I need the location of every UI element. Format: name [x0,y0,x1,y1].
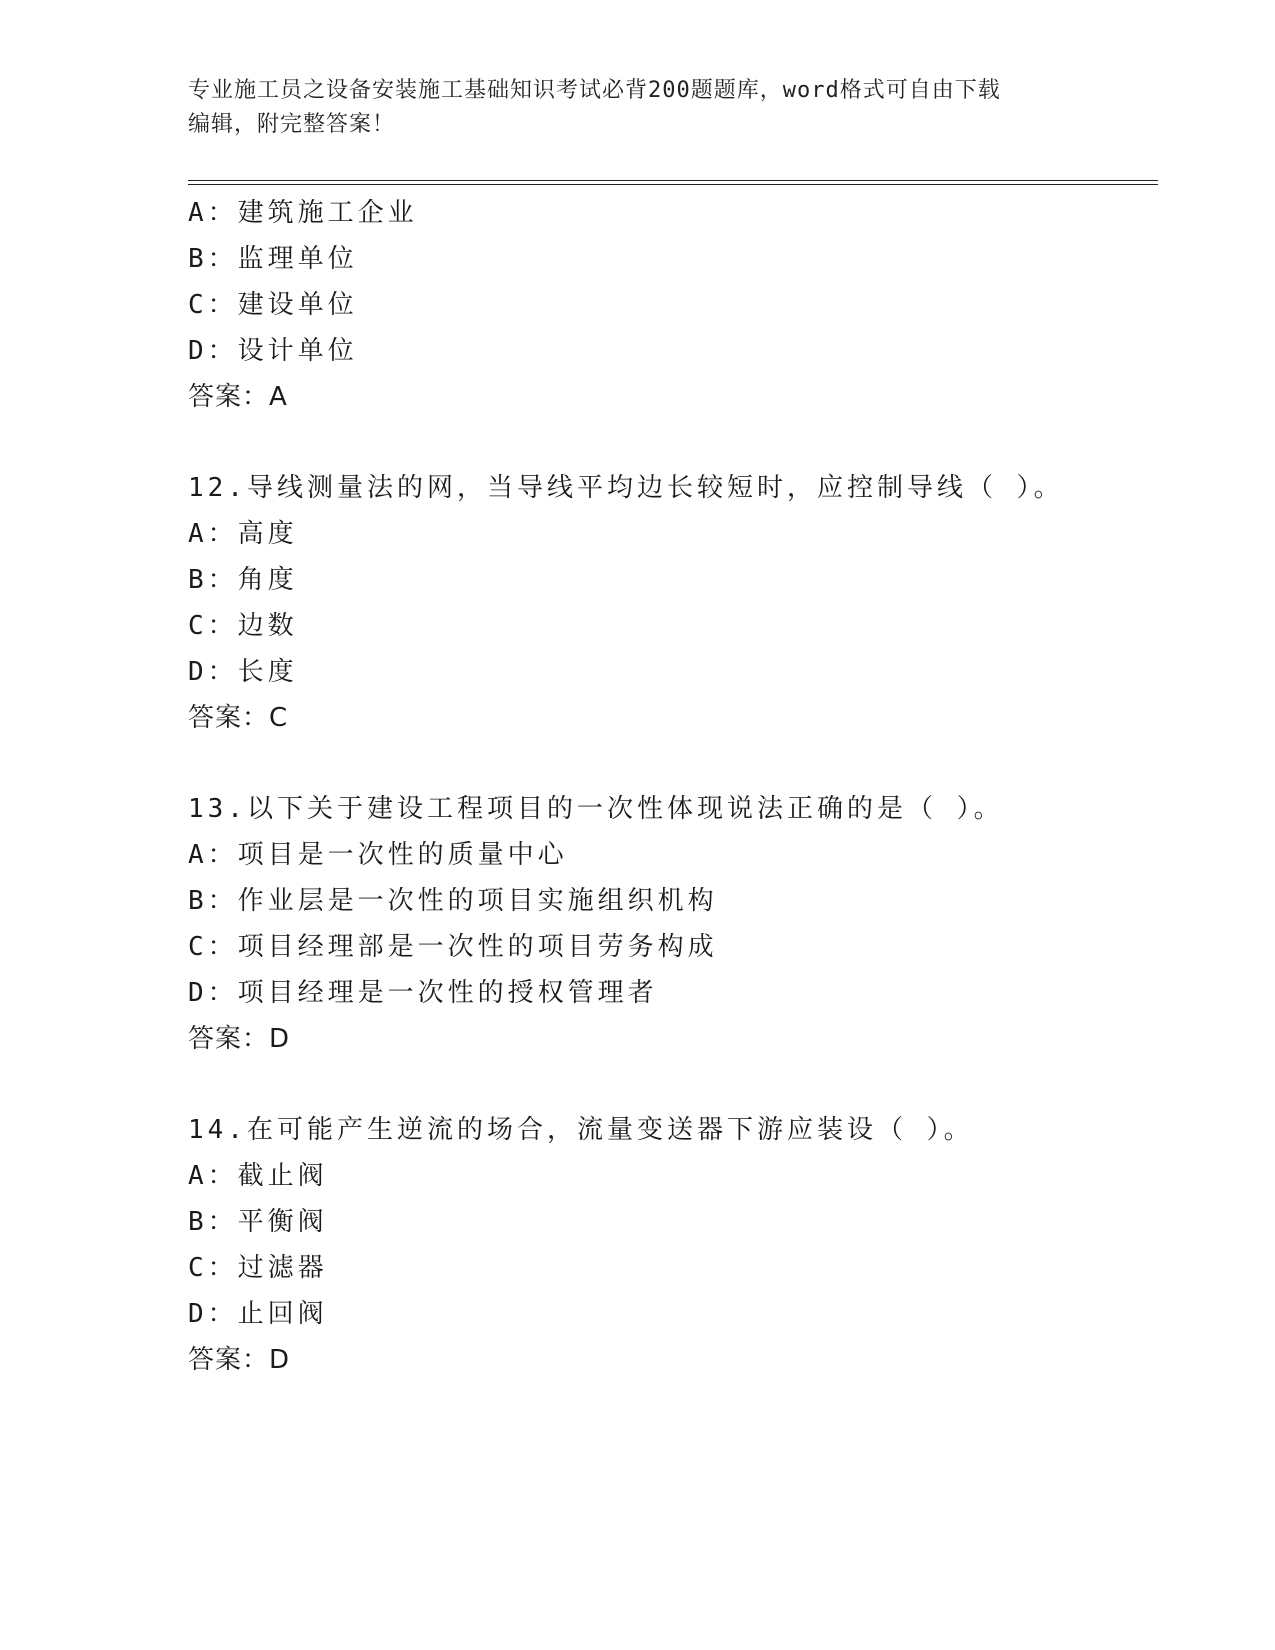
answer-line: 答案：D [188,1024,291,1054]
question-text: 12.导线测量法的网，当导线平均边长较短时，应控制导线（ ）。 [188,473,1064,503]
option-b: B：监理单位 [188,244,358,274]
question-text: 14.在可能产生逆流的场合，流量变送器下游应装设（ ）。 [188,1115,974,1145]
option-b: B：角度 [188,565,298,595]
option-c: C：项目经理部是一次性的项目劳务构成 [188,932,718,962]
header-divider-top [188,180,1158,181]
option-d: D：长度 [188,657,298,687]
answer-line: 答案：A [188,382,288,412]
option-b: B：平衡阀 [188,1207,328,1237]
option-c: C：边数 [188,611,298,641]
header-line-2: 编辑，附完整答案！ [188,112,396,137]
option-a: A：项目是一次性的质量中心 [188,840,568,870]
question-gap [188,741,1158,786]
option-a: A：截止阀 [188,1161,328,1191]
question-block-12 [188,465,1158,741]
option-c: C：过滤器 [188,1253,328,1283]
question-list [188,190,1158,1383]
option-d: D：项目经理是一次性的授权管理者 [188,978,658,1008]
option-d: D：止回阀 [188,1299,328,1329]
header-line-1: 专业施工员之设备安装施工基础知识考试必背200题题库，word格式可自由下载 [188,78,1001,103]
question-gap [188,1062,1158,1107]
question-block-14 [188,1107,1158,1383]
header-divider-bottom [188,184,1158,185]
answer-line: 答案：C [188,703,289,733]
option-b: B：作业层是一次性的项目实施组织机构 [188,886,718,916]
option-c: C：建设单位 [188,290,358,320]
option-d: D：设计单位 [188,336,358,366]
question-gap [188,420,1158,465]
option-a: A：建筑施工企业 [188,198,418,228]
document-header [188,74,1068,142]
question-block-13 [188,786,1158,1062]
question-text: 13.以下关于建设工程项目的一次性体现说法正确的是（ ）。 [188,794,1004,824]
answer-line: 答案：D [188,1345,291,1375]
question-block-11 [188,190,1158,420]
option-a: A：高度 [188,519,298,549]
